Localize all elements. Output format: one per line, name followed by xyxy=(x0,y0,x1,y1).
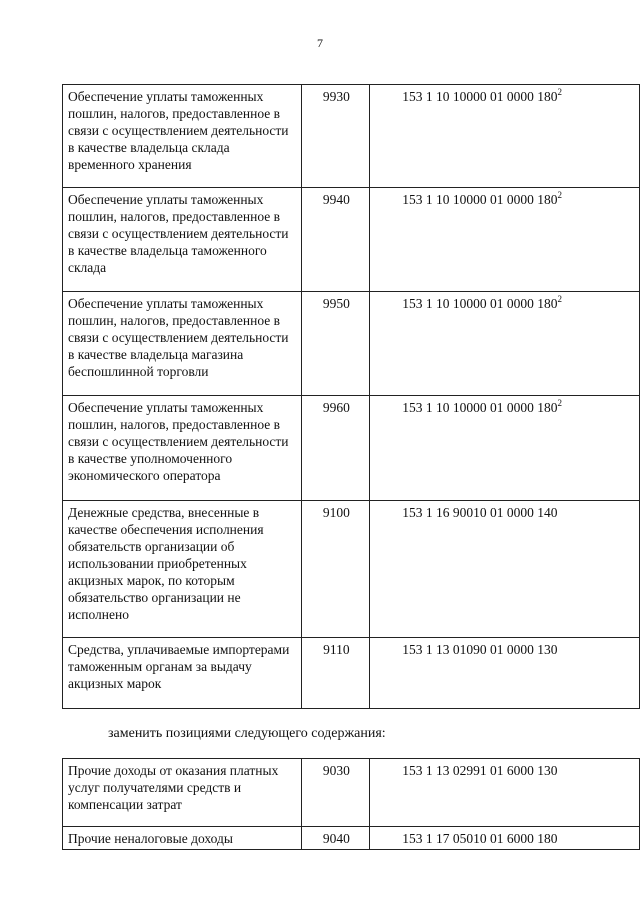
classification-table-new xyxy=(62,758,640,850)
budget-classification-code-cell xyxy=(370,759,640,827)
table-row xyxy=(63,85,640,188)
footnote-mark: 2 xyxy=(557,190,563,200)
budget-classification-code: 153 1 10 10000 01 0000 180 xyxy=(402,89,558,104)
revenue-code-cell: 9950 xyxy=(302,292,370,396)
footnote-mark: 2 xyxy=(557,398,563,408)
revenue-code-cell: 9930 xyxy=(302,85,370,188)
replacement-instruction: заменить позициями следующего содержания: xyxy=(108,726,386,741)
revenue-name-cell: Прочие неналоговые доходы xyxy=(63,827,302,850)
revenue-name-cell: Обеспечение уплаты таможенных пошлин, налогов, предоставленное в связи с осуществлением деятельности в качестве владельца таможенного склада xyxy=(63,188,302,292)
budget-classification-code: 153 1 17 05010 01 6000 180 xyxy=(402,831,558,846)
revenue-code-cell: 9100 xyxy=(302,501,370,638)
page-number: 7 xyxy=(317,36,323,50)
revenue-name-cell: Денежные средства, внесенные в качестве обеспечения исполнения обязательств организации об использовании приобретенных акцизных марок, по которым обязательство организации не исполнено xyxy=(63,501,302,638)
revenue-code-cell: 9940 xyxy=(302,188,370,292)
revenue-name-cell: Обеспечение уплаты таможенных пошлин, налогов, предоставленное в связи с осуществлением деятельности в качестве владельца склада временного хранения xyxy=(63,85,302,188)
budget-classification-code-cell xyxy=(370,501,640,638)
budget-classification-code-cell xyxy=(370,292,640,396)
budget-classification-code: 153 1 10 10000 01 0000 180 xyxy=(402,192,558,207)
revenue-code-cell: 9040 xyxy=(302,827,370,850)
table-row xyxy=(63,759,640,827)
budget-classification-code-cell xyxy=(370,396,640,501)
table-row xyxy=(63,396,640,501)
revenue-name-cell: Средства, уплачиваемые импортерами таможенным органам за выдачу акцизных марок xyxy=(63,638,302,709)
budget-classification-code-cell xyxy=(370,188,640,292)
budget-classification-code: 153 1 16 90010 01 0000 140 xyxy=(402,505,558,520)
table-row xyxy=(63,188,640,292)
revenue-code-cell: 9110 xyxy=(302,638,370,709)
budget-classification-code: 153 1 10 10000 01 0000 180 xyxy=(402,400,558,415)
revenue-name-cell: Обеспечение уплаты таможенных пошлин, налогов, предоставленное в связи с осуществлением деятельности в качестве владельца магазина беспошлинной торговли xyxy=(63,292,302,396)
table-row xyxy=(63,638,640,709)
table-row xyxy=(63,292,640,396)
revenue-name-cell: Прочие доходы от оказания платных услуг получателями средств и компенсации затрат xyxy=(63,759,302,827)
classification-table-old xyxy=(62,84,640,709)
table-row xyxy=(63,827,640,850)
footnote-mark: 2 xyxy=(557,294,563,304)
revenue-code-cell: 9030 xyxy=(302,759,370,827)
budget-classification-code-cell xyxy=(370,638,640,709)
budget-classification-code: 153 1 13 02991 01 6000 130 xyxy=(402,763,558,778)
budget-classification-code: 153 1 10 10000 01 0000 180 xyxy=(402,296,558,311)
table-row xyxy=(63,501,640,638)
budget-classification-code: 153 1 13 01090 01 0000 130 xyxy=(402,642,558,657)
revenue-name-cell: Обеспечение уплаты таможенных пошлин, налогов, предоставленное в связи с осуществлением деятельности в качестве уполномоченного экономического оператора xyxy=(63,396,302,501)
budget-classification-code-cell xyxy=(370,85,640,188)
footnote-mark: 2 xyxy=(557,87,563,97)
revenue-code-cell: 9960 xyxy=(302,396,370,501)
budget-classification-code-cell xyxy=(370,827,640,850)
